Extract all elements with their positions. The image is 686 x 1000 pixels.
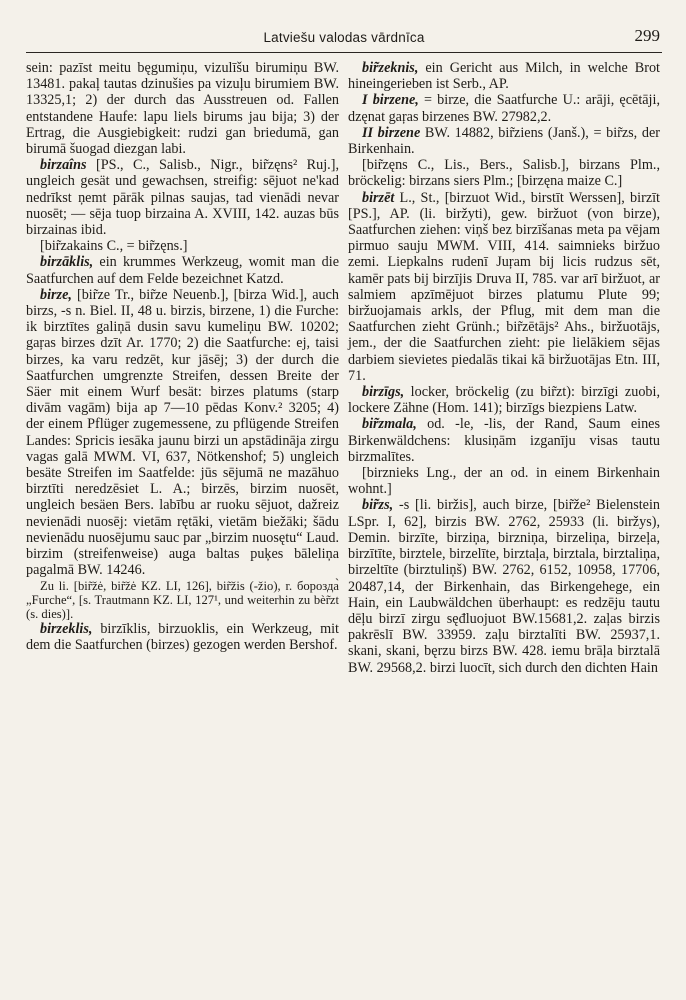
entry-headword: birzēt xyxy=(362,189,395,206)
dictionary-entry xyxy=(26,238,339,254)
dictionary-entry xyxy=(348,60,660,92)
entry-text: ein Gericht aus Milch, in welche Brot hineingerieben ist Serb., AP. xyxy=(348,60,660,93)
entry-text: Zu li. [bir̃žė, bir̃žė KZ. LI, 126], bir̃žis (-žio), r. борозда̀ „Furche“, [s. Trautmann KZ. LI, 127¹, und weiterhin zu bèr̃zt (s. dies)]. xyxy=(26,578,339,621)
entry-headword: birzeklis, xyxy=(40,621,93,638)
page-header xyxy=(26,24,662,53)
entry-headword: II birzene xyxy=(362,124,421,141)
entry-headword: birzīgs, xyxy=(362,384,405,401)
left-column xyxy=(26,60,339,654)
entry-text: od. -le, -lis, der Rand, Saum eines Birkenwäldchens: klusiņām izganīju visas tautu birzmalītes. xyxy=(348,416,660,465)
entry-text: [birznieks Lng., der an od. in einem Birkenhain wohnt.] xyxy=(348,465,660,498)
entry-text: sein: pazīst meitu bęgumiņu, vizulīšu birumiņu BW. 13481. pakaļ tautas dzinušies pa vizuļu birumiem BW. 13325,1; 2) der durch das Ausstreuen od. Fallen entstandene Haufe: lapu liels birums jau bija; 3) der Ertrag, die Ausgiebigkeit: rudzi gan briedumā, gan birumā šuogad diezgan labi. xyxy=(26,60,339,158)
entry-text: [PS., C., Salisb., Nigr., bir̃zęns² Ruj.], ungleich gesät und gewachsen, streifig: sējuot ne'kad nedrīkst ņemt pārāk pilnas saujas, tad vienādi nevar nuosēt; — sēja tuop birzaina A. XVIII, 142. auzas būs birzainas ibid. xyxy=(26,157,339,239)
entry-text: birzīklis, birzuoklis, ein Werkzeug, mit dem die Saatfurchen (birzes) gezogen werden Bershof. xyxy=(26,621,339,654)
entry-text: [bir̃zakains C., = bir̃zęns.] xyxy=(40,238,188,255)
dictionary-entry xyxy=(26,287,339,579)
dictionary-entry xyxy=(348,92,660,124)
entry-text: L., St., [birzuot Wid., birstīt Werssen], birzīt [PS.], AP. (li. biržyti), gew. biržuot (von birze), Saatfurchen ziehen: viņš bez birzīšanas meta pa vējam pirmuo sauju MWM. VIII, 414. saimnieks biržuo zemi. Liepkalns rudenī Juŗam bij licis rudzus sēt, kamēr pats bij birzījis Druva II, 785. var arī biržuot, ar salmiem apzīmējuot birzes platumu Plute 99; biržuojamais arkls, der Pflug, mit dem man die Saatfurchen zieht Grünh.; bir̃zētājs² Ahs., biržuotājs, jem., der die Saatfurchen zieht: pie lielākiem sējas darbiem sievietes piedalās tikai kā biržuotājas Etn. III, 71. xyxy=(348,189,660,384)
right-column xyxy=(348,60,660,676)
entry-headword: birze, xyxy=(40,286,72,303)
entry-headword: bir̃zmala, xyxy=(362,416,417,433)
dictionary-entry xyxy=(26,60,339,157)
dictionary-entry xyxy=(26,621,339,653)
entry-text: locker, bröckelig (zu bir̃zt): birzīgi zuobi, lockere Zähne (Hom. 141); birzīgs biezpiens Latw. xyxy=(348,384,660,417)
dictionary-entry xyxy=(348,465,660,497)
dictionary-entry xyxy=(348,157,660,189)
entry-text: -s [li. biržis], auch birze, [bir̃že² Bielenstein LSpr. I, 62], birzis BW. 2762, 25933 (li. biržys), Demin. birzīte, birziņa, birzniņa, birzeliņa, birzeļa, birzītīte, birztele, birzelīte, birztaļa, birztala, birztaliņa, birzeltīte (birztuliņš) BW. 2762, 6152, 10958, 17706, 20487,14, der Birkenhain, das Birkengehege, ein Hain, ein Laubwäldchen überhaupt: es redzēju tautu dēļu birzī zirgu sęđluojuot BW.15681,2. zaļas birzis pakrēslī BW. 33959. zaļu birztalīti BW. 25937,1. skani, skani, bęrzu birzs BW. 428. iemu brāļa birztalā BW. 29568,2. birzi luocīt, sich durch den dichten Hain xyxy=(348,497,660,676)
page-number: 299 xyxy=(634,26,660,45)
entry-text: = birze, die Saatfurche U.: arāji, ęcētāji, dzęnat gaŗas birzenes BW. 27982,2. xyxy=(348,92,660,125)
running-title: Latviešu valodas vārdnīca xyxy=(263,30,425,45)
entry-headword: bir̃zeknis, xyxy=(362,60,419,76)
dictionary-entry xyxy=(26,254,339,286)
entry-text: [bir̃ze Tr., bir̃ze Neuenb.], [birza Wid.], auch birzs, -s n. Biel. II, 48 u. birzis, birzene, 1) die Furche: ik birztītes galiņā dusin savu kumeliņu BW. 10202; gaŗas birzes dzīt Ar. 1770; 2) die Saatfurche: ej, taisi birzes, ka varu redzēt, kur jāsēj; 3) der durch die Saatfurchen umgrenzte Streifen, dessen Breite der Säer mit einem Wurf besät: birzes platums (starp divām vagām) bija ap 7—10 pēdas Konv.² 3205; 4) der einem Pflüger zugemessene, zu pflügende Streifen Landes: Spricis iesāka jaunu birzi un apstādināja zirgu vagas galā MWM. VI, 637, Nötkenshof; 5) ungleich besäte Streifen im Saatfelde: jūs sējumā ne mazāhuo birztīti neredzēsiet L. A.; birzēs, birzim nuosēt, ungleich besäen Bers. labību ar ruoku sējuot, dažreiz nevienādi nuosēj: vietām rętāki, vietām biežāki; šādu nevienādu nuosējumu sauc par „birzim nuosętu“ Laud. birzim (streifenweise) auga baltas puķes bāleliņa pagalmā BW. 14246. xyxy=(26,286,339,579)
entry-headword: I birzene, xyxy=(362,92,419,109)
dictionary-entry xyxy=(348,125,660,157)
entry-headword: bir̃zs, xyxy=(362,497,394,514)
entry-headword: birzaîns xyxy=(40,157,87,174)
dictionary-entry xyxy=(26,579,339,622)
entry-headword: birzāklis, xyxy=(40,254,94,271)
dictionary-entry xyxy=(348,497,660,675)
entry-text: [bir̃zęns C., Lis., Bers., Salisb.], birzans Plm., bröckelig: birzans siers Plm.; [birzęna maize C.] xyxy=(348,157,660,190)
dictionary-entry xyxy=(348,384,660,416)
dictionary-entry xyxy=(348,190,660,384)
entry-text: ein krummes Werkzeug, womit man die Saatfurchen auf dem Felde bezeichnet Katzd. xyxy=(26,254,339,287)
dictionary-entry xyxy=(348,416,660,465)
entry-text: BW. 14882, bir̃ziens (Janš.), = bir̃zs, der Birkenhain. xyxy=(348,124,660,158)
dictionary-entry xyxy=(26,157,339,238)
